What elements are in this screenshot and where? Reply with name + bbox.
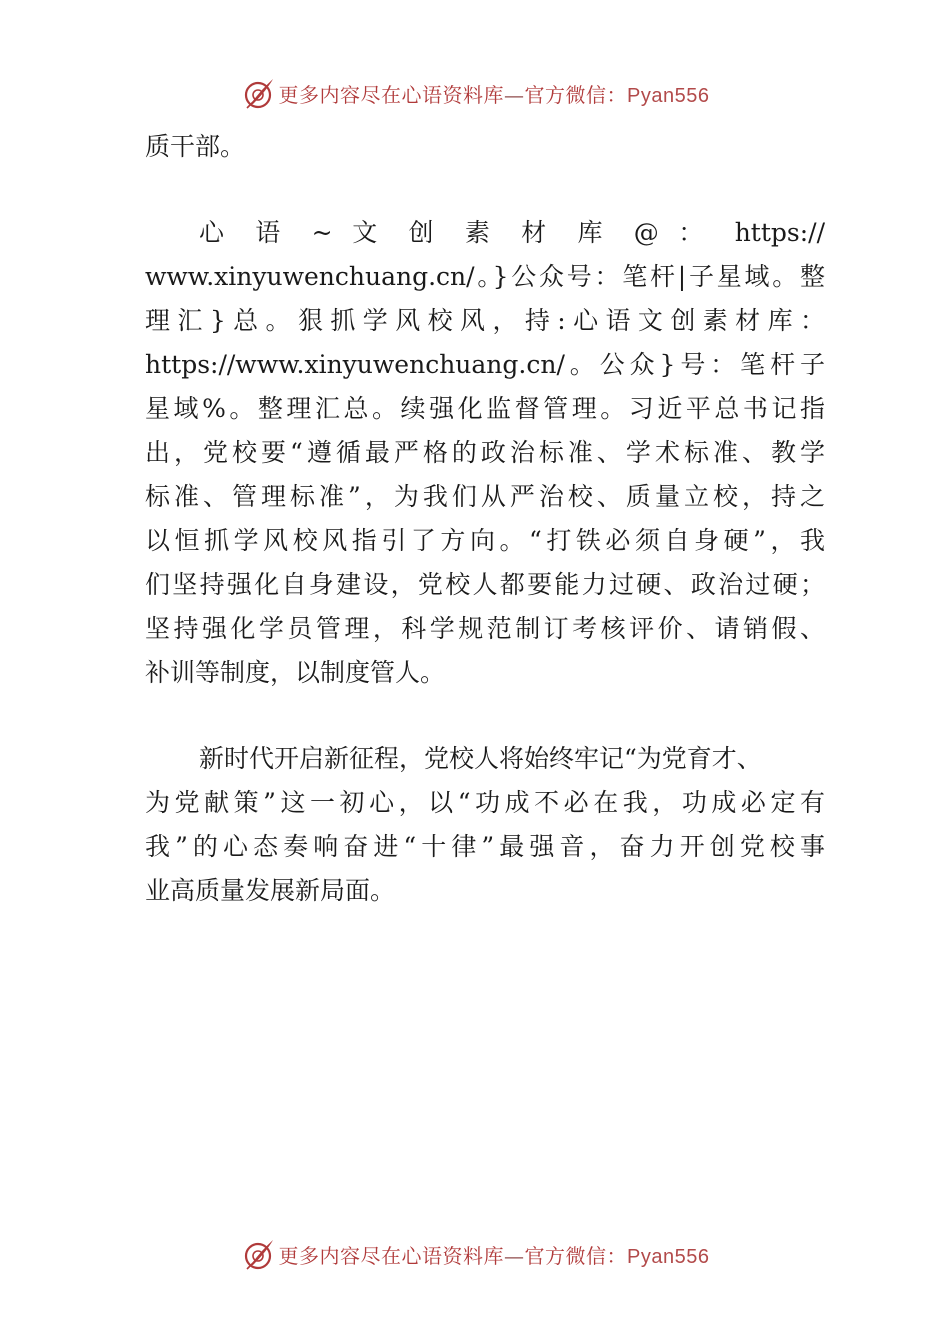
text-line: 为党献策”这一初心，以“功成不必在我，功成必定有	[145, 788, 825, 817]
footer-banner-text: 更多内容尽在心语资料库—官方微信：Pyan556	[278, 1243, 710, 1268]
wechat-id: Pyan556	[627, 84, 710, 107]
header-banner	[0, 73, 950, 113]
text-line: 们坚持强化自身建设，党校人都要能力过硬、政治过硬；	[145, 570, 825, 599]
header-banner-text: 更多内容尽在心语资料库—官方微信：Pyan556	[278, 82, 710, 107]
text-line: 坚持强化学员管理，科学规范制订考核评价、请销假、	[145, 614, 825, 643]
text-line: 理汇}总。狠抓学风校风，持:心语文创素材库：	[145, 306, 825, 335]
paragraph-0	[145, 125, 825, 169]
text-line: 心 语 ~ 文 创 素 材 库 @ ： https://	[199, 218, 825, 247]
text-line: https://www.xinyuwenchuang.cn/。公众}号：笔杆子	[145, 350, 825, 379]
quill-logo-icon	[241, 1237, 275, 1271]
text-line: 补训等制度，以制度管人。	[145, 658, 446, 687]
text-line: 标准、管理标准”，为我们从严治校、质量立校，持之	[145, 482, 825, 511]
text-line: 星域%。整理汇总。续强化监督管理。习近平总书记指	[145, 394, 825, 423]
text-line: 质干部。	[145, 132, 246, 161]
text-line: 以恒抓学风校风指引了方向。“打铁必须自身硬”，我	[145, 526, 825, 555]
document-body	[145, 125, 825, 913]
footer-banner	[0, 1234, 950, 1274]
paragraph-1	[145, 211, 825, 695]
text-line: 业高质量发展新局面。	[145, 876, 396, 905]
text-line: www.xinyuwenchuang.cn/。}公众号：笔杆|子星域。整	[145, 262, 825, 291]
text-line: 我”的心态奏响奋进“十律”最强音，奋力开创党校事	[145, 832, 825, 861]
paragraph-2	[145, 737, 825, 913]
quill-logo-icon	[241, 76, 275, 110]
text-line: 出，党校要“遵循最严格的政治标准、学术标准、教学	[145, 438, 825, 467]
text-line: 新时代开启新征程，党校人将始终牢记“为党育才、	[199, 744, 762, 773]
wechat-id: Pyan556	[627, 1245, 710, 1268]
